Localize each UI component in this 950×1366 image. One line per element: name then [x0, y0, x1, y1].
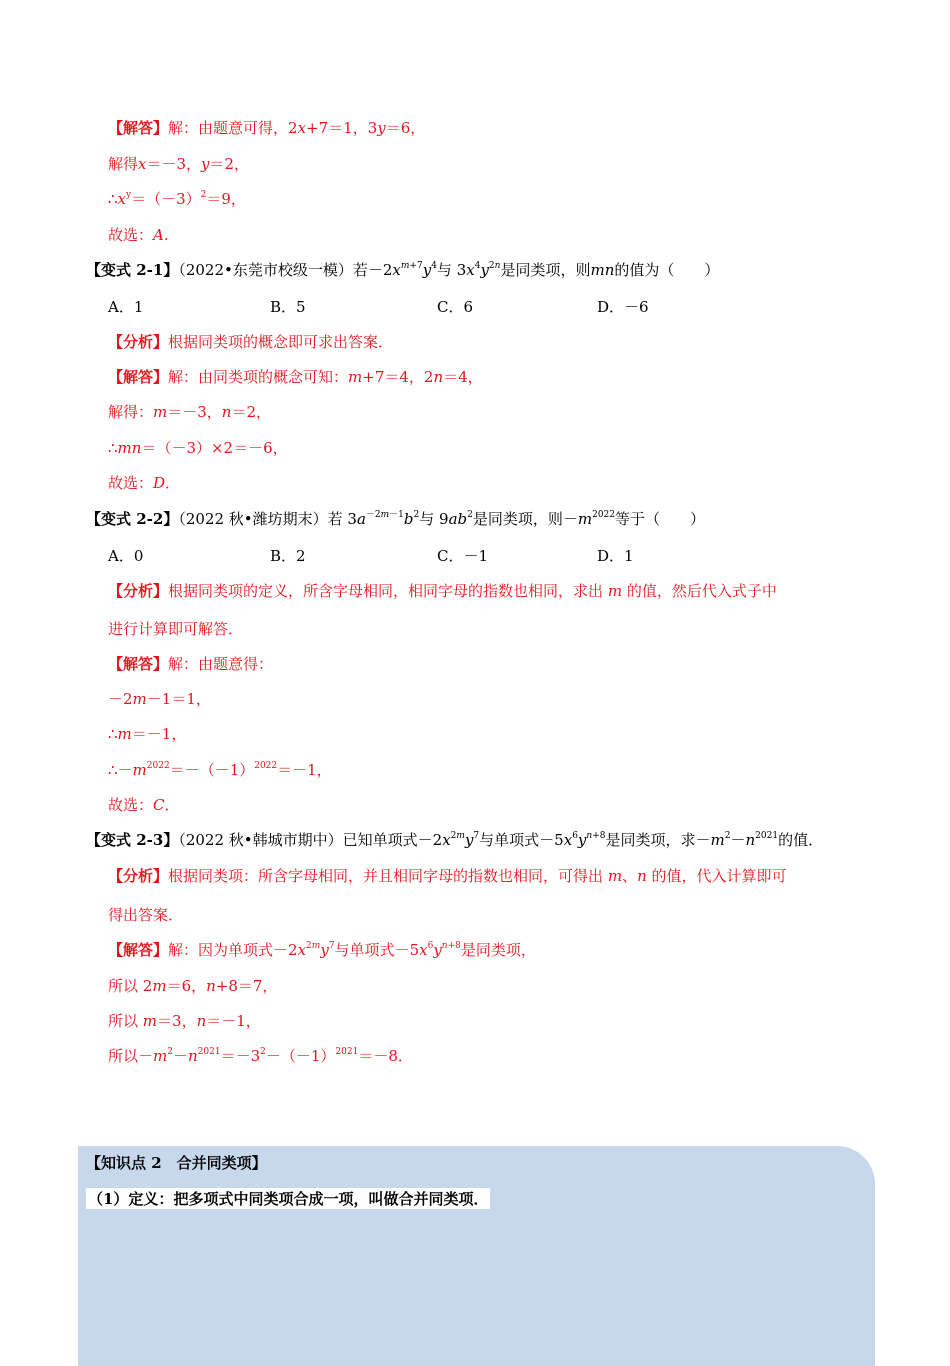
answer-line-3: $\therefore x^y=(-3)^2=9$，: [108, 190, 246, 208]
knowledge-panel: [78, 1146, 875, 1366]
select-line: 故选：D．: [108, 474, 181, 492]
analysis-line: 【分析】根据同类项：所含字母相同，并且相同字母的指数也相同，可得出 m、n 的值，代入计算即可: [108, 867, 787, 885]
so-line-2: 所以 m＝3，n＝－1，: [108, 1012, 261, 1030]
answer-line-1: 【解答】解：由题意可得，2x+7＝1，3y＝6，: [108, 119, 426, 137]
option-d: D．1: [597, 547, 634, 565]
solve-line: ∴m＝－1，: [108, 725, 187, 743]
option-c: C．6: [437, 298, 474, 316]
variant-2-1-question: 【变式 2-1】（2022•东莞市校级一模）若$-2x^{m+7}y^4$与 $3x^4y^{2n}$是同类项，则mn的值为（ ）: [86, 261, 720, 279]
knowledge-definition: （1）定义：把多项式中同类项合成一项，叫做合并同类项．: [88, 1190, 489, 1208]
analysis-line-2: 进行计算即可解答．: [108, 620, 244, 638]
solve-line: 解得：m＝－3，n＝2，: [108, 403, 272, 421]
answer-line-2: 解得x＝－3，y＝2，: [108, 155, 250, 173]
option-a: A．1: [108, 298, 144, 316]
analysis-line: 【分析】根据同类项的概念即可求出答案．: [108, 333, 394, 351]
answer-line: 【解答】解：由同类项的概念可知：m+7＝4，2n＝4，: [108, 368, 483, 386]
option-d: D．－6: [597, 298, 649, 316]
answer-line-4: 故选：A.: [108, 226, 169, 244]
so-line-3: 所以$-m^2-n^{2021}=-3^2-(-1)^{2021}=-8$．: [108, 1047, 413, 1065]
option-b: B．5: [270, 298, 306, 316]
analysis-line: 【分析】根据同类项的定义，所含字母相同，相同字母的指数也相同，求出 m 的值，然后代入式子中: [108, 582, 777, 600]
variant-2-2-question: 【变式 2-2】（2022 秋•潍坊期末）若 $3a^{-2m-1}b^2$与 $9ab^2$是同类项，则$-m^{2022}$等于（ ）: [86, 510, 706, 528]
option-b: B．2: [270, 547, 306, 565]
knowledge-title: 【知识点 2 合并同类项】: [86, 1154, 267, 1172]
answer-line: 【解答】解：因为单项式$-2x^{2m}y^7$与单项式$-5x^6y^{n+8}$是同类项，: [108, 941, 536, 959]
select-line: 故选：C．: [108, 796, 180, 814]
so-line-1: 所以 2m＝6，n+8＝7，: [108, 977, 278, 995]
answer-line: 【解答】解：由题意得：: [108, 655, 274, 673]
equation-line: －2m－1＝1，: [108, 690, 211, 708]
option-c: C．－1: [437, 547, 489, 565]
option-a: A．0: [108, 547, 144, 565]
variant-2-3-question: 【变式 2-3】（2022 秋•韩城市期中）已知单项式$-2x^{2m}y^7$与单项式$-5x^6y^{n+8}$是同类项，求$-m^2-n^{2021}$的值．: [86, 831, 824, 849]
analysis-line-2: 得出答案．: [108, 906, 184, 924]
result-line: $\therefore-m^{2022}=-(-1)^{2022}=-1$，: [108, 761, 332, 779]
result-line: ∴mn＝（－3）×2＝－6，: [108, 439, 288, 457]
